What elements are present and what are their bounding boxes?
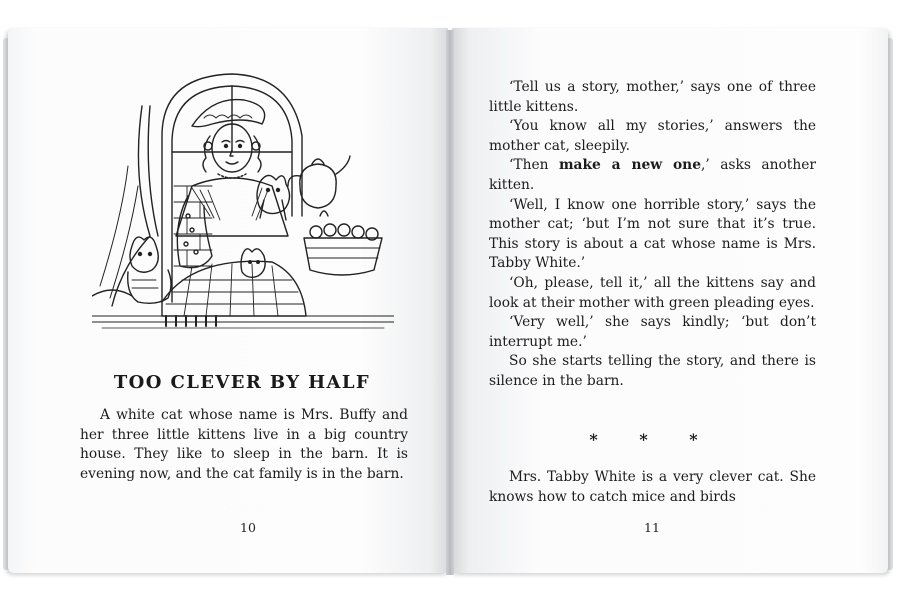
right-body-text — [489, 78, 816, 392]
paragraph-3: ‘Then make a new one,’ asks another kitten. — [489, 157, 816, 193]
right-closing-text — [489, 468, 816, 507]
book-gutter — [446, 30, 454, 575]
paragraph-7: So she starts telling the story, and there is silence in the barn. — [489, 353, 816, 389]
illustration-woman-with-kittens — [92, 66, 394, 336]
closing-paragraph: Mrs. Tabby White is a very clever cat. She knows how to catch mice and birds — [489, 469, 816, 505]
section-separator: * * * — [589, 430, 716, 449]
bold-phrase: make a new one — [558, 157, 701, 174]
paragraph-4: ‘Well, I know one horrible story,’ says the mother cat; ‘but I’m not sure that it’s true. This story is about a cat whose name is Mrs. Tabby White.’ — [489, 196, 816, 272]
story-title: TOO CLEVER BY HALF — [113, 372, 371, 393]
page-number-left: 10 — [240, 520, 256, 535]
page-number-right: 11 — [644, 520, 660, 535]
paragraph-2: ‘You know all my stories,’ answers the mother cat, sleepily. — [489, 118, 816, 154]
left-paragraph: A white cat whose name is Mrs. Buffy and her three little kittens live in a big country house. They like to sleep in the barn. It is evening now, and the cat family is in the barn. — [80, 407, 408, 482]
paragraph-6: ‘Very well,’ she says kindly; ‘but don’t interrupt me.’ — [489, 314, 816, 350]
paragraph-5: ‘Oh, please, tell it,’ all the kittens say and look at their mother with green pleading eyes. — [489, 274, 816, 311]
left-body-text — [80, 406, 408, 484]
paragraph-1: ‘Tell us a story, mother,’ says one of three little kittens. — [489, 79, 816, 115]
